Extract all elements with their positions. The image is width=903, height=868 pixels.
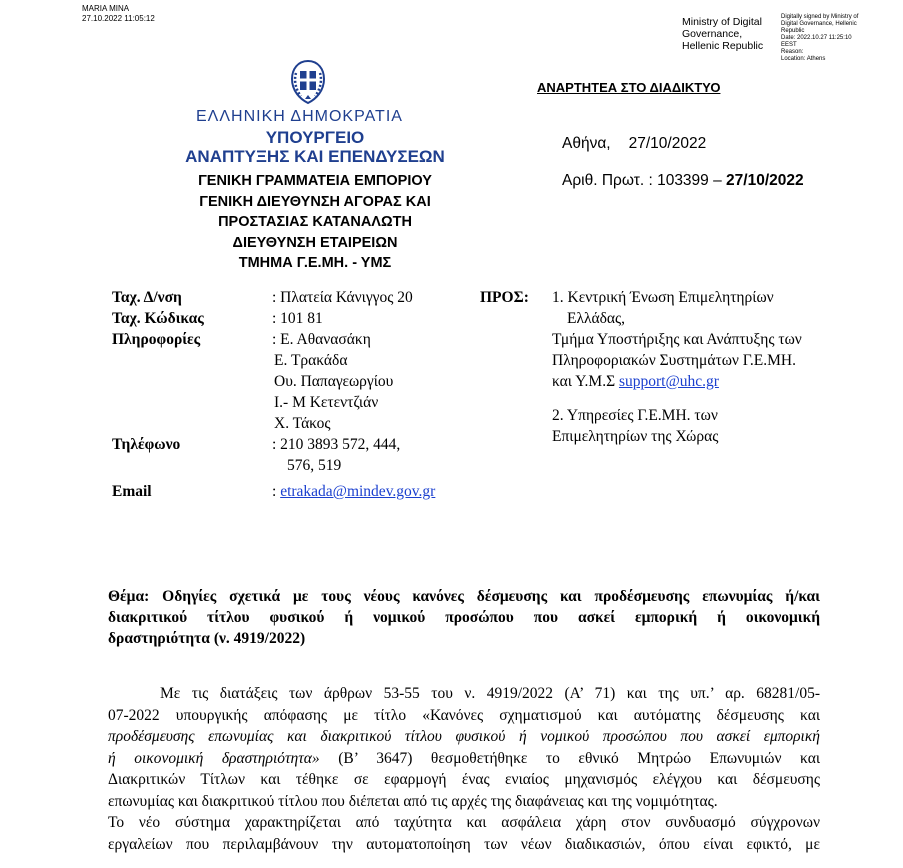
phone-value: : 210 3893 572, 444, <box>272 436 401 453</box>
address-label: Ταχ. Δ/νση <box>112 289 182 306</box>
publish-note: ΑΝΑΡΤΗΤΕΑ ΣΤΟ ΔΙΑΔΙΚΤΥΟ <box>537 80 721 95</box>
recipients-block: 1. Κεντρική Ένωση Επιμελητηρίων Ελλάδας, Τμήμα Υποστήριξης και Ανάπτυξης των Πληροφοριακών Συστημάτων Γ.Ε.ΜΗ. και Υ.Μ.Σ support@uhc.gr 2. Υπηρεσίες Γ.Ε.ΜΗ. των Επιμελητηρίων της Χώρας <box>552 289 802 445</box>
signature-stamp-left <box>82 4 155 24</box>
contact-block: Ταχ. Δ/νση : Πλατεία Κάνιγγος 20 Ταχ. Κώδικας : 101 81 Πληροφορίες : Ε. Αθανασάκη Ε. Τρακάδα Ου. Παπαγεωργίου Ι.- Μ Κετεντζιάν Χ. Τάκος Τηλέφωνο : 210 3893 572, 444, 576, 519 Email : etrakada@mindev.gov.gr <box>112 287 472 502</box>
date-line: Αθήνα, 27/10/2022 <box>562 135 707 152</box>
greek-coat-of-arms-icon <box>288 59 328 105</box>
email-link[interactable]: etrakada@mindev.gov.gr <box>280 483 436 500</box>
support-email-link[interactable]: support@uhc.gr <box>618 373 719 390</box>
ministry-title: ΥΠΟΥΡΓΕΙΟ ΑΝΑΠΤΥΞΗΣ ΚΑΙ ΕΠΕΝΔΥΣΕΩΝ <box>185 128 445 166</box>
digital-signature-details: Digitally signed by Ministry of Digital Governance, Hellenic Republic Date: 2022.10.27 11:25:10 EEST Reason: Location: Athens <box>781 14 859 62</box>
zip-label: Ταχ. Κώδικας <box>112 310 204 327</box>
republic-title: ΕΛΛΗΝΙΚΗ ΔΗΜΟΚΡΑΤΙΑ <box>196 108 403 125</box>
address-value: : Πλατεία Κάνιγγος 20 <box>272 289 413 306</box>
info-names: Ε. Τρακάδα Ου. Παπαγεωργίου Ι.- Μ Κετεντζιάν Χ. Τάκος <box>274 352 394 432</box>
email-label: Email <box>112 483 152 500</box>
info-label: Πληροφορίες <box>112 331 201 348</box>
subject-label: Θέμα: <box>108 588 150 605</box>
subject-block: Θέμα: Οδηγίες σχετικά με τους νέους κανόνες δέσμευσης και προδέσμευσης επωνυμίας ή/και διακριτικού τίτλου φυσικού ή νομικού προσώπου που ασκεί εμπορική ή οικονομική δραστηριότητα (ν. 4919/2022) <box>108 588 820 647</box>
phone-label: Τηλέφωνο <box>112 436 181 453</box>
signer-datetime: 27.10.2022 11:05:12 <box>82 14 155 23</box>
department-block: ΓΕΝΙΚΗ ΓΡΑΜΜΑΤΕΙΑ ΕΜΠΟΡΙΟΥ ΓΕΝΙΚΗ ΔΙΕΥΘΥΝΣΗ ΑΓΟΡΑΣ ΚΑΙ ΠΡΟΣΤΑΣΙΑΣ ΚΑΤΑΝΑΛΩΤΗ ΔΙΕΥΘΥΝΣΗ ΕΤΑΙΡΕΙΩΝ ΤΜΗΜΑ Γ.Ε.ΜΗ. - ΥΜΣ <box>198 173 432 271</box>
recipients-label: ΠΡΟΣ: <box>480 289 529 306</box>
zip-value: : 101 81 <box>272 310 323 327</box>
body-paragraph: Με τις διατάξεις των άρθρων 53-55 του ν. 4919/2022 (Α’ 71) και της υπ.’ αρ. 68281/05- 07-2022 υπουργικής απόφασης με τίτλο «Κανόνες σχηματισμού και αυτόματης δέσμευσης και προδέσμευσης επωνυμίας και διακριτικού τίτλου φυσικού ή νομικού προσώπου που ασκεί εμπορική ή οικονομική δραστηριότητα» (Β’ 3647) θεσμοθετήθηκε το εθνικό Μητρώο Επωνυμιών και Διακριτικών Τίτλων και τέθηκε σε εφαρμογή ένας ενιαίος μηχανισμός ελέγχου και δέσμευσης επωνυμίας και διακριτικού τίτλου που διέπεται από τις αρχές της διαφάνειας και της νομιμότητας. Το νέο σύστημα χαρακτηρίζεται από ταχύτητα και ασφάλεια χάρη στον συνδυασμό σύγχρονων εργαλείων που περιλαμβάνουν την αυτοματοποίηση των νέων διαδικασιών, όπου είναι εφικτό, με <box>108 685 820 853</box>
protocol-line: Αριθ. Πρωτ. : 103399 – 27/10/2022 <box>562 172 804 189</box>
digital-signature-org: Ministry of Digital Governance, Hellenic Republic <box>682 16 764 52</box>
phone-value-cont: 576, 519 <box>287 457 342 474</box>
signer-name: MARIA MINA <box>82 4 130 13</box>
info-value: : Ε. Αθανασάκη <box>272 331 371 348</box>
